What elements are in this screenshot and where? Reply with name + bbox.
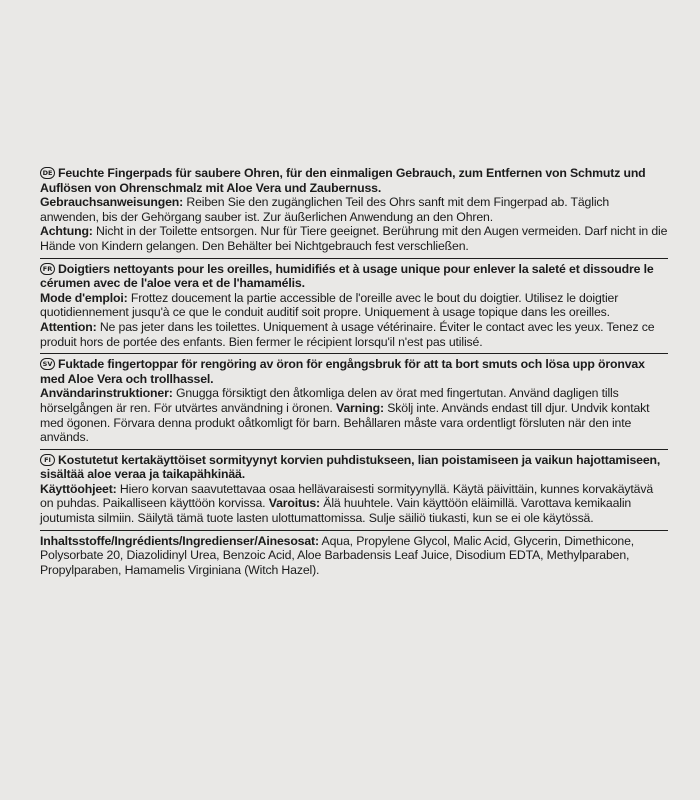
warning-label: Varoitus: [268, 496, 320, 511]
ingredients-list [40, 534, 668, 578]
usage-label: Användarinstruktioner: [40, 386, 173, 401]
warning-label: Attention: [40, 319, 97, 334]
section-body [40, 195, 668, 253]
language-badge-fi: FI [40, 454, 55, 466]
language-badge-de: DE [40, 167, 55, 179]
heading-text: Fuktade fingertoppar för rengöring av öron för engångsbruk för att ta bort smuts och lösa upp öronvax med Aloe Vera och trollhassel. [40, 357, 645, 386]
heading-text: Feuchte Fingerpads für saubere Ohren, für den einmaligen Gebrauch, zum Entfernen von Schmutz und Auflösen von Ohrenschmalz mit Aloe Vera und Zaubernuss. [40, 166, 646, 195]
section-heading [40, 166, 668, 195]
usage-label: Mode d'emploi: [40, 290, 128, 305]
ingredients-label: Inhaltsstoffe/Ingrédients/Ingredienser/Ainesosat: [40, 533, 319, 548]
warning-text: Älä huuhtele. Vain käyttöön eläimillä. Varottava kemikaalin joutumista silmiin. Säilytä tämä tuote lasten ulottumattomissa. Sulje säiliö tiukasti, kun se ei ole käytössä. [40, 496, 632, 526]
section-sv [40, 354, 668, 449]
section-fr [40, 259, 668, 354]
usage-text: Hiero korvan saavutettavaa osaa hellävaraisesti sormityynyllä. Käytä päivittäin, kunnes korvakäytävä on puhdas. Paikalliseen käyttöön korvissa. [40, 481, 654, 511]
section-body [40, 482, 668, 526]
section-body [40, 386, 668, 444]
warning-label: Achtung: [40, 224, 93, 239]
section-body [40, 291, 668, 349]
heading-text: Doigtiers nettoyants pour les oreilles, humidifiés et à usage unique pour enlever la saleté et dissoudre le cérumen avec de l'aloe vera et de l'hamamélis. [40, 261, 654, 291]
ingredients-text: Aqua, Propylene Glycol, Malic Acid, Glycerin, Dimethicone, Polysorbate 20, Diazolidinyl Urea, Benzoic Acid, Aloe Barbadensis Leaf Juice, Disodium EDTA, Methylparaben, Propylparaben, Hamamelis Virginiana (Witch Hazel). [40, 533, 635, 577]
language-badge-sv: SV [40, 358, 55, 370]
usage-text: Frottez doucement la partie accessible de l'oreille avec le bout du doigtier. Utilisez le doigtier quotidiennement jusqu'à ce que le conduit auditif soit propre. Uniquement à usage topique dans les oreilles. [40, 290, 619, 320]
warning-text: Nicht in der Toilette entsorgen. Nur für Tiere geeignet. Berührung mit den Augen vermeiden. Darf nicht in die Hände von Kindern gelangen. Den Behälter bei Nichtgebrauch fest verschließen. [40, 224, 668, 253]
section-fi [40, 450, 668, 530]
warning-text: Ne pas jeter dans les toilettes. Uniquement à usage vétérinaire. Éviter le contact avec les yeux. Tenez ce produit hors de portée des enfants. Bien fermer le récipient lorsqu'il n'est pas utilisé. [40, 319, 655, 349]
section-heading [40, 357, 668, 386]
usage-text: Gnugga försiktigt den åtkomliga delen av örat med fingertutan. Använd dagligen tills hörselgången är ren. För utvärtes användning i öronen. [40, 386, 619, 415]
warning-text: Skölj inte. Används endast till djur. Undvik kontakt med ögonen. Förvara denna produkt oåtkomligt för barn. Behållaren måste vara ordentligt försluten när den inte används. [40, 400, 650, 445]
section-de [40, 163, 668, 258]
language-badge-fr: FR [40, 263, 55, 275]
heading-text: Kostutetut kertakäyttöiset sormityynyt korvien puhdistukseen, lian poistamiseen ja vaikun hajottamiseen, sisältää aloe veraa ja taikapähkinää. [40, 452, 661, 482]
product-label [40, 163, 668, 581]
section-heading [40, 262, 668, 291]
usage-label: Gebrauchsanweisungen: [40, 195, 184, 210]
section-heading [40, 453, 668, 482]
usage-label: Käyttöohjeet: [40, 481, 117, 496]
section-ingredients [40, 531, 668, 582]
usage-text: Reiben Sie den zugänglichen Teil des Ohrs sanft mit dem Fingerpad ab. Täglich anwenden, bis der Gehörgang sauber ist. Zur äußerlichen Anwendung an den Ohren. [40, 195, 610, 224]
warning-label: Varning: [335, 400, 384, 415]
